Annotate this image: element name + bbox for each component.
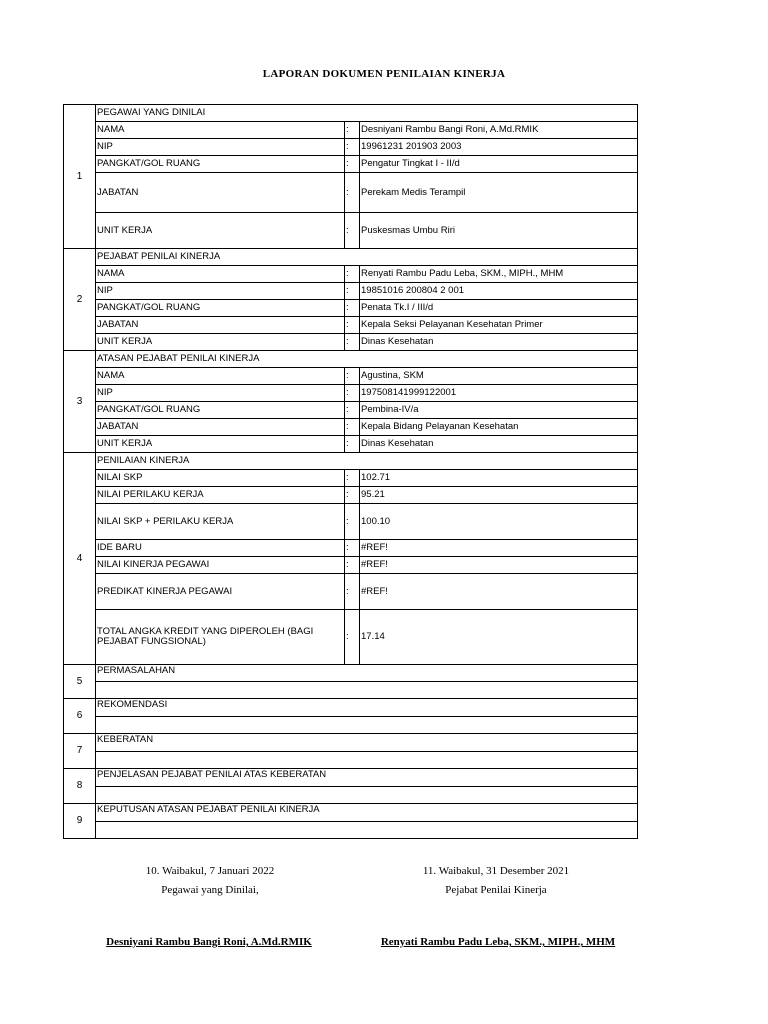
- empty-row: [64, 682, 638, 699]
- field-label: JABATAN: [96, 419, 345, 436]
- table-row: [64, 470, 638, 487]
- field-value: Perekam Medis Terampil: [360, 173, 638, 213]
- table-row: [64, 139, 638, 156]
- section-number: 1: [64, 105, 96, 249]
- field-value: Dinas Kesehatan: [360, 334, 638, 351]
- field-value: 100.10: [360, 504, 638, 540]
- field-label: IDE BARU: [96, 540, 345, 557]
- field-label: PANGKAT/GOL RUANG: [96, 402, 345, 419]
- assessment-table: [63, 104, 638, 839]
- field-value: #REF!: [360, 540, 638, 557]
- colon: :: [345, 385, 360, 402]
- field-label: NAMA: [96, 368, 345, 385]
- section-number: 9: [64, 804, 96, 839]
- field-label: NIP: [96, 139, 345, 156]
- colon: :: [345, 436, 360, 453]
- colon: :: [345, 300, 360, 317]
- field-label: PANGKAT/GOL RUANG: [96, 300, 345, 317]
- section-number: 6: [64, 699, 96, 734]
- empty-row: [64, 752, 638, 769]
- field-label: PANGKAT/GOL RUANG: [96, 156, 345, 173]
- empty-cell: [96, 787, 638, 804]
- section-header: KEPUTUSAN ATASAN PEJABAT PENILAI KINERJA: [96, 804, 638, 822]
- section-header: PEGAWAI YANG DINILAI: [96, 105, 638, 122]
- colon: :: [345, 470, 360, 487]
- colon: :: [345, 574, 360, 610]
- section-header: PENJELASAN PEJABAT PENILAI ATAS KEBERATAN: [96, 769, 638, 787]
- table-row: [64, 300, 638, 317]
- section-number: 7: [64, 734, 96, 769]
- table-row: [64, 540, 638, 557]
- empty-row: [64, 717, 638, 734]
- colon: :: [345, 139, 360, 156]
- field-value: Kepala Bidang Pelayanan Kesehatan: [360, 419, 638, 436]
- colon: :: [345, 504, 360, 540]
- colon: :: [345, 283, 360, 300]
- table-row: [64, 419, 638, 436]
- field-value: 102.71: [360, 470, 638, 487]
- colon: :: [345, 610, 360, 665]
- field-label: JABATAN: [96, 173, 345, 213]
- document-title: LAPORAN DOKUMEN PENILAIAN KINERJA: [262, 68, 506, 80]
- field-value: Agustina, SKM: [360, 368, 638, 385]
- field-label: UNIT KERJA: [96, 213, 345, 249]
- field-label: NILAI KINERJA PEGAWAI: [96, 557, 345, 574]
- empty-row: [64, 787, 638, 804]
- colon: :: [345, 213, 360, 249]
- colon: :: [345, 334, 360, 351]
- field-label: NIP: [96, 283, 345, 300]
- colon: :: [345, 557, 360, 574]
- table-row: [64, 385, 638, 402]
- section-6-header-row: [64, 699, 638, 717]
- field-value: 197508141999122001: [360, 385, 638, 402]
- colon: :: [345, 122, 360, 139]
- field-label: PREDIKAT KINERJA PEGAWAI: [96, 574, 345, 610]
- signature-right-name: Renyati Rambu Padu Leba, SKM., MIPH., MHM: [380, 936, 616, 948]
- field-value: #REF!: [360, 557, 638, 574]
- signature-left-role: Pegawai yang Dinilai,: [161, 884, 259, 896]
- field-label: UNIT KERJA: [96, 436, 345, 453]
- section-header: ATASAN PEJABAT PENILAI KINERJA: [96, 351, 638, 368]
- table-row: [64, 283, 638, 300]
- section-number: 4: [64, 453, 96, 665]
- field-label: NILAI SKP: [96, 470, 345, 487]
- colon: :: [345, 419, 360, 436]
- field-value: Kepala Seksi Pelayanan Kesehatan Primer: [360, 317, 638, 334]
- empty-cell: [96, 682, 638, 699]
- table-row: [64, 557, 638, 574]
- section-5-header-row: [64, 665, 638, 682]
- table-row: [64, 487, 638, 504]
- section-number: 2: [64, 249, 96, 351]
- field-value: 17.14: [360, 610, 638, 665]
- field-value: Desniyani Rambu Bangi Roni, A.Md.RMIK: [360, 122, 638, 139]
- section-number: 3: [64, 351, 96, 453]
- section-8-header-row: [64, 769, 638, 787]
- field-value: #REF!: [360, 574, 638, 610]
- table-row: [64, 173, 638, 213]
- field-value: Puskesmas Umbu Riri: [360, 213, 638, 249]
- field-label: NILAI PERILAKU KERJA: [96, 487, 345, 504]
- colon: :: [345, 368, 360, 385]
- colon: :: [345, 266, 360, 283]
- section-header: PERMASALAHAN: [96, 665, 638, 682]
- signature-right-date: 11. Waibakul, 31 Desember 2021: [422, 865, 570, 877]
- table-row: [64, 156, 638, 173]
- field-value: Dinas Kesehatan: [360, 436, 638, 453]
- field-value: Penata Tk.I / III/d: [360, 300, 638, 317]
- section-header: KEBERATAN: [96, 734, 638, 752]
- empty-cell: [96, 822, 638, 839]
- section-header: PENILAIAN KINERJA: [96, 453, 638, 470]
- field-label: NAMA: [96, 266, 345, 283]
- section-number: 5: [64, 665, 96, 699]
- colon: :: [345, 402, 360, 419]
- colon: :: [345, 487, 360, 504]
- field-value: Pembina-IV/a: [360, 402, 638, 419]
- colon: :: [345, 540, 360, 557]
- section-9-header-row: [64, 804, 638, 822]
- table-row: [64, 317, 638, 334]
- field-label: JABATAN: [96, 317, 345, 334]
- table-row: [64, 504, 638, 540]
- table-row: [64, 436, 638, 453]
- section-4-header-row: [64, 453, 638, 470]
- field-label: TOTAL ANGKA KREDIT YANG DIPEROLEH (BAGI PEJABAT FUNGSIONAL): [96, 610, 345, 665]
- section-number: 8: [64, 769, 96, 804]
- table-row: [64, 368, 638, 385]
- section-header: REKOMENDASI: [96, 699, 638, 717]
- empty-cell: [96, 752, 638, 769]
- empty-cell: [96, 717, 638, 734]
- field-value: Renyati Rambu Padu Leba, SKM., MIPH., MHM: [360, 266, 638, 283]
- field-value: 95.21: [360, 487, 638, 504]
- table-row: [64, 213, 638, 249]
- table-row: [64, 610, 638, 665]
- section-3-header-row: [64, 351, 638, 368]
- field-label: NIP: [96, 385, 345, 402]
- colon: :: [345, 156, 360, 173]
- table-row: [64, 266, 638, 283]
- empty-row: [64, 822, 638, 839]
- field-label: NILAI SKP + PERILAKU KERJA: [96, 504, 345, 540]
- field-value: 19961231 201903 2003: [360, 139, 638, 156]
- section-7-header-row: [64, 734, 638, 752]
- table-row: [64, 402, 638, 419]
- field-label: UNIT KERJA: [96, 334, 345, 351]
- signature-left-date: 10. Waibakul, 7 Januari 2022: [145, 865, 275, 877]
- signature-left-name: Desniyani Rambu Bangi Roni, A.Md.RMIK: [106, 936, 312, 948]
- field-label: NAMA: [96, 122, 345, 139]
- section-2-header-row: [64, 249, 638, 266]
- table-row: [64, 334, 638, 351]
- colon: :: [345, 173, 360, 213]
- section-1-header-row: [64, 105, 638, 122]
- field-value: 19851016 200804 2 001: [360, 283, 638, 300]
- field-value: Pengatur Tingkat I - II/d: [360, 156, 638, 173]
- signature-right-role: Pejabat Penilai Kinerja: [445, 884, 547, 896]
- section-header: PEJABAT PENILAI KINERJA: [96, 249, 638, 266]
- table-row: [64, 122, 638, 139]
- table-row: [64, 574, 638, 610]
- colon: :: [345, 317, 360, 334]
